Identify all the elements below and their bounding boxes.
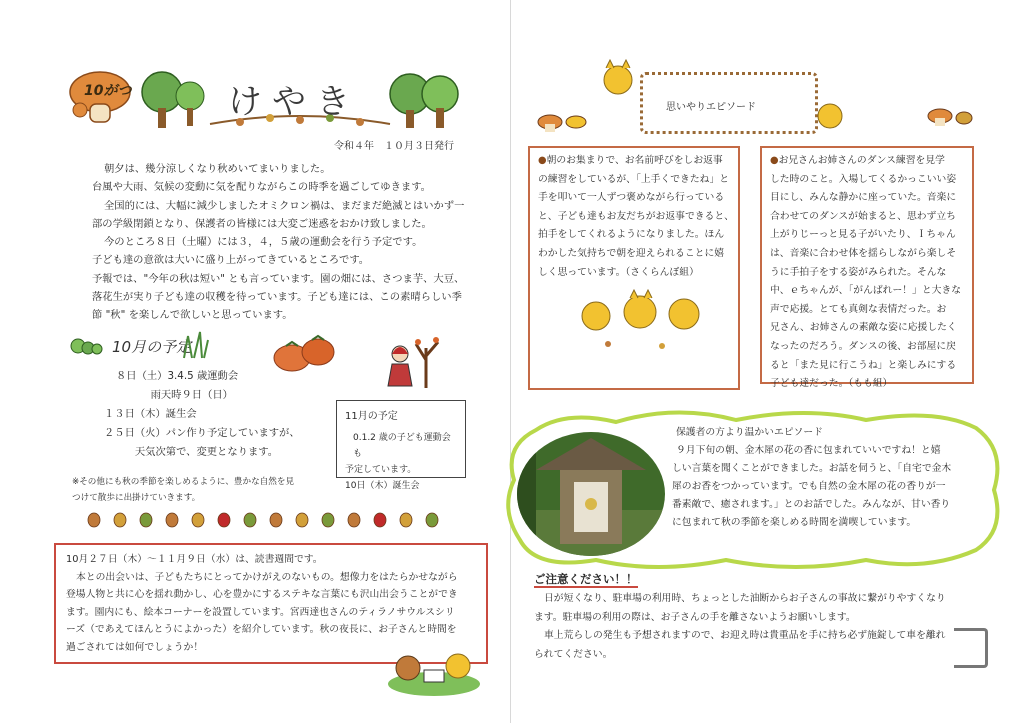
episode-line: は、音楽に合わせ体を揺らしながら楽しそ: [770, 247, 957, 259]
episode-line: ●朝のお集まりで、お名前呼びをしお返事: [538, 155, 723, 166]
episode-line: ●お兄さんお姉さんのダンス練習を見学: [770, 155, 945, 166]
reading-line: 過ごされては如何でしょうか！: [66, 641, 204, 653]
episode-line: うに手拍子をする姿がみられた。そんな: [770, 266, 947, 278]
episode-line: 合わせてのダンスが始まると、思わず立ち: [770, 210, 956, 222]
episode-line: しく思っています。（さくらんぼ組）: [538, 266, 699, 278]
intro-line: 部の学級閉鎖となり、保護者の皆様には大変ご迷惑をおかけ致しました。: [92, 217, 432, 230]
fox-mushroom-left-icon: [536, 64, 646, 134]
episode-line: なったのだろう。ダンスの後、お部屋に戻: [770, 340, 956, 352]
guardian-line: 犀のお香をつかっています。でも自然の金木犀の花の香りが一: [672, 481, 946, 492]
caution-line: ます。駐車場の利用の際は、お子さんの手を離さないようお願いします。: [534, 611, 856, 623]
walk-note: [72, 474, 294, 506]
event-item: 雨天時９日（日）: [130, 389, 233, 401]
guardian-line: 番素敵で、癒されます。」とのお話でした。みんなが、甘い香り: [672, 499, 951, 510]
fox-mushroom-right-icon: [820, 64, 970, 134]
guardian-line: しい言葉を聞くことができました。お話を伺うと、「自宅で金木: [672, 463, 952, 474]
intro-line: 全国的には、大幅に減少しましたオミクロン禍は、まだまだ絶滅とはいかず一: [104, 199, 465, 212]
episode-line: 手を叩いて一人ずつ褒めながら行っている: [538, 192, 725, 204]
guardian-line: ９月下旬の朝、金木犀の花の香に包まれていいですね！と嬉: [676, 445, 941, 456]
reading-line: 本との出会いは、子どもたちにとってかけがえのないもの。想像力をはたらかせながら: [76, 571, 458, 583]
caterpillar-icon: [70, 330, 106, 360]
guardian-line: に包まれて秋の季節を楽しめる時間を満喫しています。: [672, 517, 917, 528]
episode-line: した時のこと。入場してくるかっこいい姿: [770, 173, 957, 185]
page-title: けやき: [228, 82, 360, 122]
episode-box-sakuranbo: [528, 146, 740, 390]
shrine-photo: [516, 430, 666, 558]
issue-date: 令和４年 １０月３日発行: [334, 141, 454, 152]
episode-line: の練習をしているが、「上手くできたね」と: [538, 173, 730, 185]
caution-title: ご注意ください！！: [534, 572, 638, 586]
note-line: つけて散歩に出掛けていきます。: [72, 493, 201, 503]
intro-line: 今のところ８日（土曜）には３，４，５歳の運動会を行う予定です。: [104, 236, 423, 249]
episode-line: と、子ども達もお友だちがお返事できると、: [538, 210, 734, 222]
intro-line: 節 "秋" を楽しんで欲しいと思っています。: [92, 309, 293, 322]
foxes-clapping-icon: [578, 290, 708, 350]
grass-icon: [180, 330, 210, 360]
episode-line: 中、ｅちゃんが、「がんばれー！」と大きな: [770, 285, 962, 297]
event-item: １３日（木）誕生会: [104, 408, 197, 420]
intro-text: [92, 160, 464, 325]
month-badge-text: 10がつ: [84, 83, 132, 99]
november-plan-box: [336, 400, 466, 491]
caution-line: られてください。: [534, 648, 613, 660]
intro-line: 朝夕は、幾分涼しくなり秋めいてまいりました。: [104, 163, 331, 175]
reading-line: ます。園内にも、絵本コーナーを設置しています。宮西達也さんのティラノサウルスシリ: [66, 606, 455, 618]
guardian-title: 保護者の方より温かいエピソード: [676, 427, 823, 438]
november-title: 11月の予定: [345, 411, 398, 422]
corner-bracket: [954, 628, 988, 668]
girl-tree-icon: [386, 334, 446, 390]
episode-line: 兄さん、お姉さんの素敵な姿に応援したく: [770, 322, 957, 334]
autumn-leaves-divider-icon: [86, 510, 456, 530]
event-item: ２５日（火）パン作り予定していますが、: [104, 427, 300, 439]
november-item: 0.1.2 歳の子ども運動会も: [353, 433, 451, 459]
animals-reading-icon: [386, 644, 482, 696]
episode-box-momo: [760, 146, 974, 390]
intro-line: 子ども達の意欲は大いに盛り上がってきているところです。: [92, 254, 370, 267]
november-item: 予定しています。: [345, 465, 417, 475]
guardian-episode: [672, 424, 951, 532]
caution-text: [534, 590, 946, 664]
october-events: [104, 367, 300, 462]
caution-line: 日が短くなり、駐車場の利用時、ちょっとした油断からお子さんの事故に繋がりやすくなり: [544, 593, 946, 604]
reading-line: 10月２７日（木）～１１月９日（水）は、読書週間です。: [66, 554, 323, 565]
reading-line: 登場人物と共に心を揺れ動かし、心を豊かにするステキな言葉にも沢山出会うことができ: [66, 589, 458, 601]
plan-heading: 10月の予定: [112, 338, 192, 356]
intro-line: 台風や大雨、気候の変動に気を配りながらこの時季を過ごしてゆきます。: [92, 181, 431, 194]
episode-line: 子ども達だった。（もも組）: [770, 378, 893, 390]
event-item: ８日（土）3.4.5 歳運動会: [116, 370, 239, 382]
reading-line: ーズ（であえてほんとうによかった）を紹介しています。秋の夜長に、お子さんと時間を: [66, 624, 457, 636]
november-item: 10日（木）誕生会: [345, 481, 420, 491]
intro-line: 予報では、"今年の秋は短い" とも言っています。園の畑には、さつま芋、大豆、: [92, 272, 465, 285]
episode-line: 拍手をしてくれるようになりました。ほん: [538, 229, 725, 241]
page-fold: [510, 0, 511, 723]
episode-line: わかした気持ちで朝を迎えられることに嬉: [538, 247, 725, 259]
episode-line: 目にし、みんな静かに座っていた。音楽に: [770, 192, 957, 204]
episode-line: ると「また見に行こうね」と楽しみにする: [770, 359, 957, 371]
episode-line: 上がりじーっと見る子がいたり、Ｉちゃん: [770, 229, 956, 241]
note-line: ※その他にも秋の季節を楽しめるように、豊かな自然を見: [72, 477, 295, 487]
event-item: 天気次第で、変更となります。: [104, 446, 279, 458]
episode-title: 思いやりエピソード: [666, 102, 756, 113]
episode-line: 声で応援。とても真剣な表情だった。お: [770, 303, 947, 315]
intro-line: 落花生が実り子ども達の収穫を待っています。子ども達には、この素晴らしい季: [92, 291, 462, 304]
caution-line: 車上荒らしの発生も予想されますので、お迎え時は貴重品を手に持ち必ず施錠して車を離れ: [544, 630, 946, 641]
